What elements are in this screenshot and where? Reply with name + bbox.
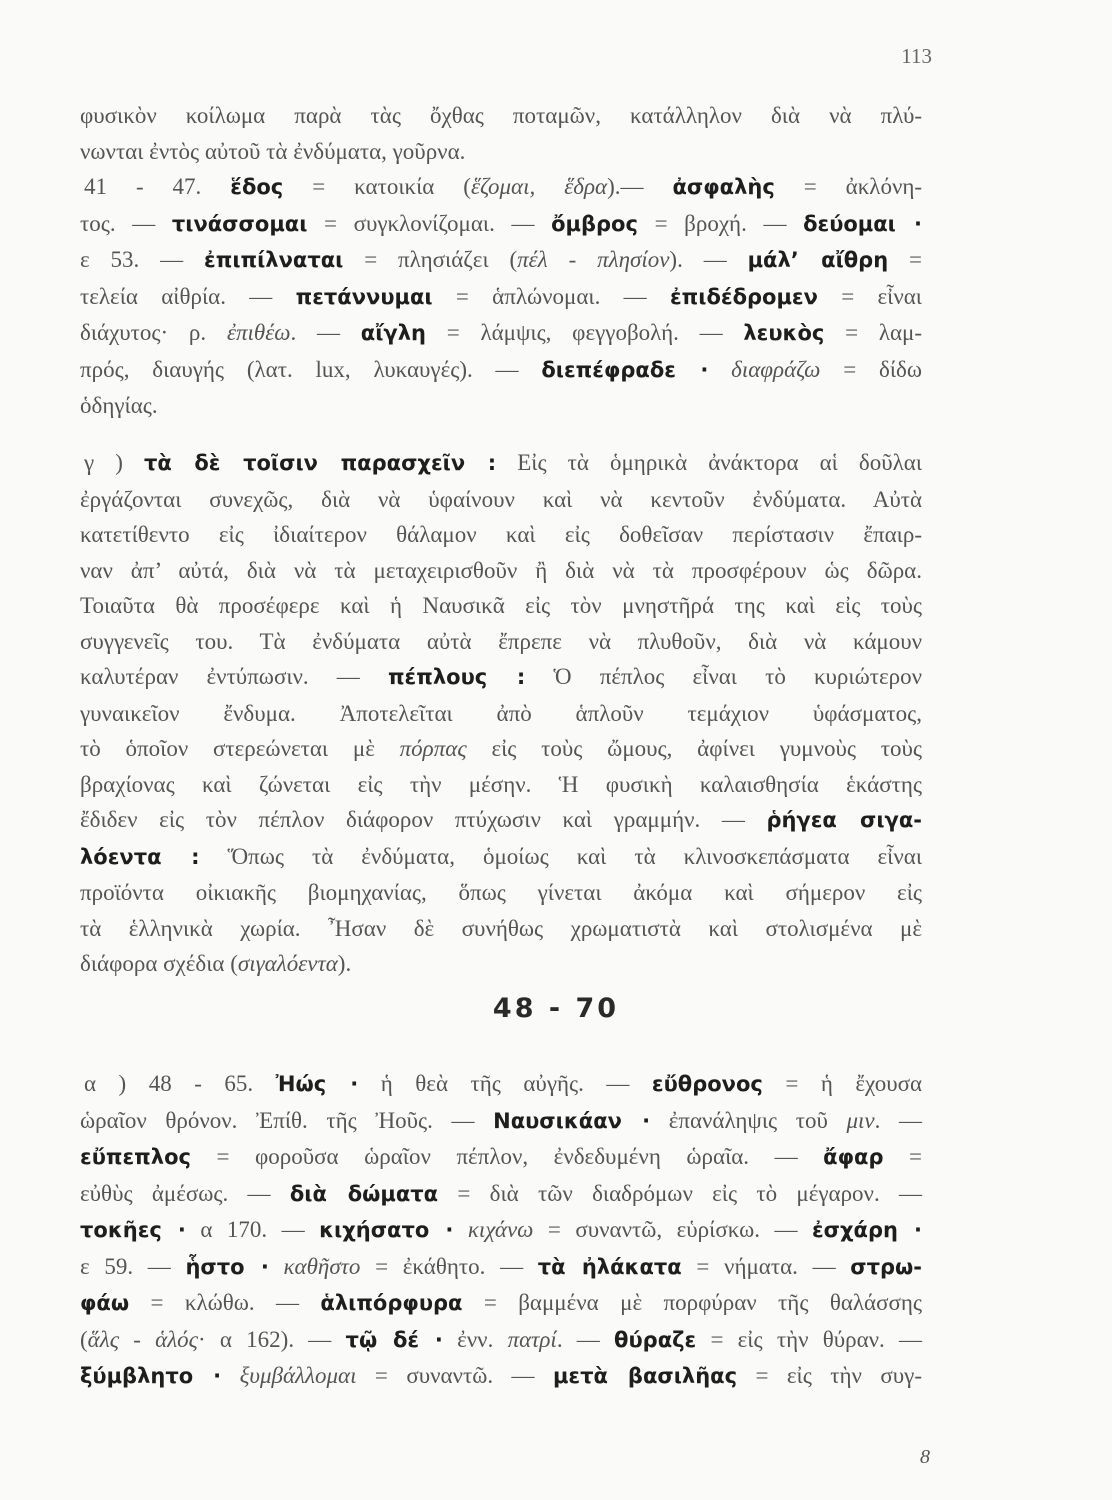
text-line: φάω = κλώθω. — ἁλιπόρφυρα = βαμμένα μὲ πορφύραν τῆς θαλάσσης [80,1290,923,1315]
text-line: α ) 48 - 65. Ἠώς · ἡ θεὰ τῆς αὐγῆς. — εὔθρονος = ἡ ἔχουσα [84,1071,923,1096]
commentary-block-3 [80,1066,922,1395]
commentary-block-2 [80,445,922,982]
text-line: τὸ ὁποῖον στερεώνεται μὲ πόρπας εἰς τοὺς ὤμους, ἀφίνει γυμνοὺς τοὺς [80,736,923,761]
lemma: εὔπεπλος [80,1145,191,1169]
lemma: μετὰ βασιλῆας [552,1364,738,1388]
section-heading: 48 - 70 [492,993,620,1024]
text-line: πρός, διαυγής (λατ. lux, λυκαυγές). — διεπέφραδε · διαφράζω = δίδω [80,356,922,382]
lemma: πέπλους : [387,665,526,689]
lemma: ξύμβλητο · [80,1364,222,1388]
text-line: ε 53. — ἐπιπίλναται = πλησιάζει (πέλ - πλησίον). — μάλ’ αἴθρη = [80,247,923,272]
lemma: ἁλιπόρφυρα [320,1291,463,1315]
text-line: ξύμβλητο · ξυμβάλλομαι = συναντῶ. — μετὰ βασιλῆας = εἰς τὴν συγ- [80,1363,922,1388]
text-line: τελεία αἰθρία. — πετάννυμαι = ἁπλώνομαι. — ἐπιδέδρομεν = εἶναι [80,283,922,309]
text-line: Τοιαῦτα θὰ προσέφερε καὶ ἡ Ναυσικᾶ εἰς τὸν μνηστῆρά της καὶ εἰς τοὺς [80,593,922,618]
lemma: ἐπιπίλναται [204,248,344,272]
text-line: ἐργάζονται συνεχῶς, διὰ νὰ ὑφαίνουν καὶ νὰ κεντοῦν ἐνδύματα. Αὐτὰ [80,486,922,512]
lemma: λόεντα : [80,844,200,869]
lemma: ἕδος [230,175,284,199]
text-line: ἔδιδεν εἰς τὸν πέπλον διάφορον πτύχωσιν καὶ γραμμήν. — ῥήγεα σιγα- [80,807,922,832]
lemma: ὄμβρος [551,211,638,236]
text-line: λόεντα : Ὅπως τὰ ἐνδύματα, ὁμοίως καὶ τὰ κλινοσκεπάσματα εἶναι [80,843,923,869]
commentary-block-1 [80,98,922,424]
lemma: ἄφαρ [823,1145,884,1169]
lemma: ῥήγεα σιγα- [766,808,922,832]
lemma: Ναυσικάαν · [493,1108,651,1133]
text-line: εὐθὺς ἀμέσως. — διὰ δώματα = διὰ τῶν διαδρόμων εἰς τὸ μέγαρον. — [80,1180,922,1206]
text-line: ὁδηγίας. [80,393,158,418]
lemma: διεπέφραδε · [541,357,709,382]
text-line: τὰ ἑλληνικὰ χωρία. Ἦσαν δὲ συνήθως χρωματιστὰ καὶ στολισμένα μὲ [80,915,922,941]
lemma: φάω [80,1291,130,1315]
text-line: ναν ἀπ’ αὐτά, διὰ νὰ τὰ μεταχειρισθοῦν ἢ διὰ νὰ τὰ προσφέρουν ὡς δῶρα. [80,557,922,583]
text-line: διάχυτος· ρ. ἐπιθέω. — αἴγλη = λάμψις, φεγγοβολή. — λευκὸς = λαμ- [80,320,923,345]
page-number: 113 [901,44,932,68]
text-line: τος. — τινάσσομαι = συγκλονίζομαι. — ὄμβρος = βροχή. — δεύομαι · [80,210,923,236]
lemma: μάλ’ αἴθρη [747,248,889,272]
lemma: δεύομαι · [803,211,923,236]
lemma: κιχήσατο · [319,1218,454,1242]
lemma: διὰ δώματα [289,1181,439,1206]
text-line: καλυτέραν ἐντύπωσιν. — πέπλους : Ὁ πέπλος εἶναι τὸ κυριώτερον [80,664,923,689]
text-line: νωνται ἐντὸς αὐτοῦ τὰ ἐνδύματα, γοῦρνα. [80,138,466,164]
text-line: εὔπεπλος = φοροῦσα ὡραῖον πέπλον, ἐνδεδυμένη ὡραῖα. — ἄφαρ = [80,1144,923,1169]
text-line: ὡραῖον θρόνον. Ἐπίθ. τῆς Ἠοῦς. — Ναυσικάαν · ἐπανάληψις τοῦ μιν. — [80,1107,922,1133]
lemma: ἀσφαλὴς [672,175,775,199]
lemma: ἐσχάρη · [811,1218,922,1242]
lemma: τοκῆες · [80,1218,186,1242]
text-line: ε 59. — ἧστο · καθῆστο = ἐκάθητο. — τὰ ἠλάκατα = νήματα. — στρω- [80,1253,923,1279]
lemma: τὰ ἠλάκατα [537,1254,682,1279]
text-line: κατετίθεντο εἰς ἰδιαίτερον θάλαμον καὶ εἰς δοθεῖσαν περίστασιν ἔπαιρ- [80,522,922,547]
text-line: προϊόντα οἰκιακῆς βιομηχανίας, ὅπως γίνεται ἀκόμα καὶ σήμερον εἰς [80,880,922,905]
lemma: στρω- [850,1254,923,1279]
text-line: γ ) τὰ δὲ τοῖσιν παρασχεῖν : Εἰς τὰ ὁμηρικὰ ἀνάκτορα αἱ δοῦλαι [84,450,923,475]
lemma: τῷ δέ · [345,1327,443,1352]
lemma: ἧστο · [185,1254,269,1279]
lemma: τὰ δὲ τοῖσιν παρασχεῖν : [143,451,497,475]
lemma: Ἠώς · [275,1072,359,1096]
lemma: αἴγλη [360,321,426,345]
lemma: τινάσσομαι [171,211,308,236]
text-line: (ἅλς - ἁλός· α 162). — τῷ δέ · ἐνν. πατρί. — θύραζε = εἰς τὴν θύραν. — [80,1326,923,1352]
text-line: τοκῆες · α 170. — κιχήσατο · κιχάνω = συναντῶ, εὑρίσκω. — ἐσχάρη · [80,1217,922,1242]
text-line: φυσικὸν κοίλωμα παρὰ τὰς ὄχθας ποταμῶν, κατάλληλον διὰ νὰ πλύ- [80,103,922,128]
text-line: συγγενεῖς του. Τὰ ἐνδύματα αὐτὰ ἔπρεπε νὰ πλυθοῦν, διὰ νὰ κάμουν [80,628,922,654]
lemma: πετάννυμαι [295,284,433,309]
text-line: βραχίονας καὶ ζώνεται εἰς τὴν μέσην. Ἡ φυσικὴ καλαισθησία ἑκάστης [80,771,922,797]
lemma: ἐπιδέδρομεν [669,284,818,309]
text-line: 41 - 47. ἕδος = κατοικία (ἕζομαι, ἕδρα).— ἀσφαλὴς = ἀκλόνη- [84,174,923,199]
lemma: λευκὸς [743,321,825,345]
text-line: γυναικεῖον ἔνδυμα. Ἀποτελεῖται ἀπὸ ἁπλοῦν τεμάχιον ὑφάσματος, [80,700,922,726]
lemma: θύραζε [614,1327,697,1352]
signature-mark: 8 [920,1446,930,1468]
text-line: διάφορα σχέδια (σιγαλόεντα). [80,951,352,976]
lemma: εὔθρονος [651,1072,763,1096]
